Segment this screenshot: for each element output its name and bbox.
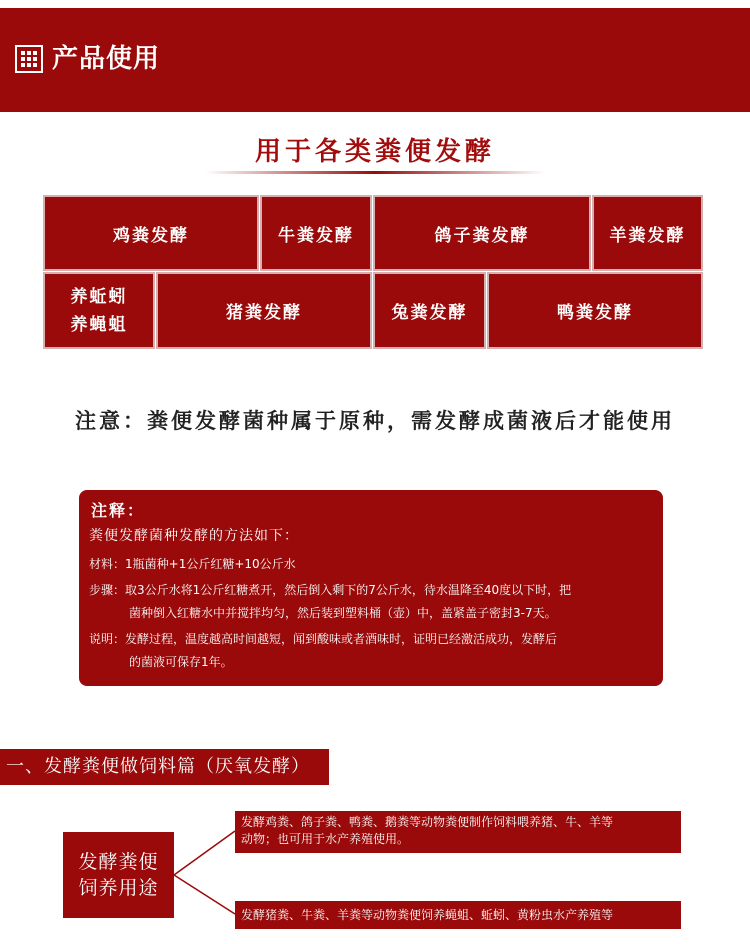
- grid-cell-duck: 鸭粪发酵: [487, 272, 703, 349]
- grid-icon: [15, 45, 43, 73]
- header-banner: [0, 8, 750, 112]
- notice-text: 注意：粪便发酵菌种属于原种，需发酵成菌液后才能使用: [75, 409, 675, 433]
- note-materials: 材料：1瓶菌种+1公斤红糖+10公斤水: [89, 557, 296, 571]
- note-explain-line1: 说明：发酵过程，温度越高时间越短，闻到酸味或者酒味时，证明已经激活成功，发酵后: [89, 632, 558, 646]
- usage-label-box: [63, 832, 174, 918]
- note-box: [79, 490, 663, 686]
- note-steps-line2: 菌种倒入红糖水中并搅拌均匀，然后装到塑料桶（壶）中，盖紧盖子密封3-7天。: [129, 606, 557, 620]
- usage-item-1-line1: 发酵鸡粪、鸽子粪、鸭粪、鹅粪等动物粪便制作饲料喂养猪、牛、羊等: [241, 815, 614, 829]
- grid-cell-worms: [43, 272, 155, 349]
- heading-underline: [205, 171, 545, 174]
- usage-item-1: [235, 811, 681, 853]
- grid-cell-chicken: 鸡粪发酵: [43, 195, 259, 271]
- grid-cell-worms-line2: 养蝇蛆: [70, 314, 128, 335]
- grid-cell-sheep: 羊粪发酵: [592, 195, 703, 271]
- usage-item-2: 发酵猪粪、牛粪、羊粪等动物粪便饲养蝇蛆、蚯蚓、黄粉虫水产养殖等: [235, 901, 681, 929]
- grid-cell-worms-line1: 养蚯蚓: [70, 286, 128, 307]
- grid-cell-cattle: 牛粪发酵: [260, 195, 372, 271]
- usage-label-line1: 发酵粪便: [78, 851, 159, 873]
- page-title: 产品使用: [52, 44, 161, 74]
- section-banner: 一、发酵粪便做饲料篇（厌氧发酵）: [0, 749, 329, 785]
- grid-cell-rabbit: 兔粪发酵: [373, 272, 486, 349]
- grid-cell-pigeon: 鸽子粪发酵: [373, 195, 591, 271]
- note-steps-line1: 步骤：取3公斤水将1公斤红糖煮开，然后倒入剩下的7公斤水，待水温降至40度以下时，把: [89, 583, 572, 597]
- section-heading: 用于各类粪便发酵: [254, 137, 495, 167]
- usage-item-1-line2: 动物；也可用于水产养殖使用。: [241, 832, 410, 846]
- note-explain-line2: 的菌液可保存1年。: [129, 655, 233, 669]
- note-title: 注释：: [91, 501, 146, 520]
- note-intro: 粪便发酵菌种发酵的方法如下：: [89, 528, 299, 544]
- grid-cell-pig: 猪粪发酵: [156, 272, 372, 349]
- usage-label-line2: 饲养用途: [78, 877, 159, 899]
